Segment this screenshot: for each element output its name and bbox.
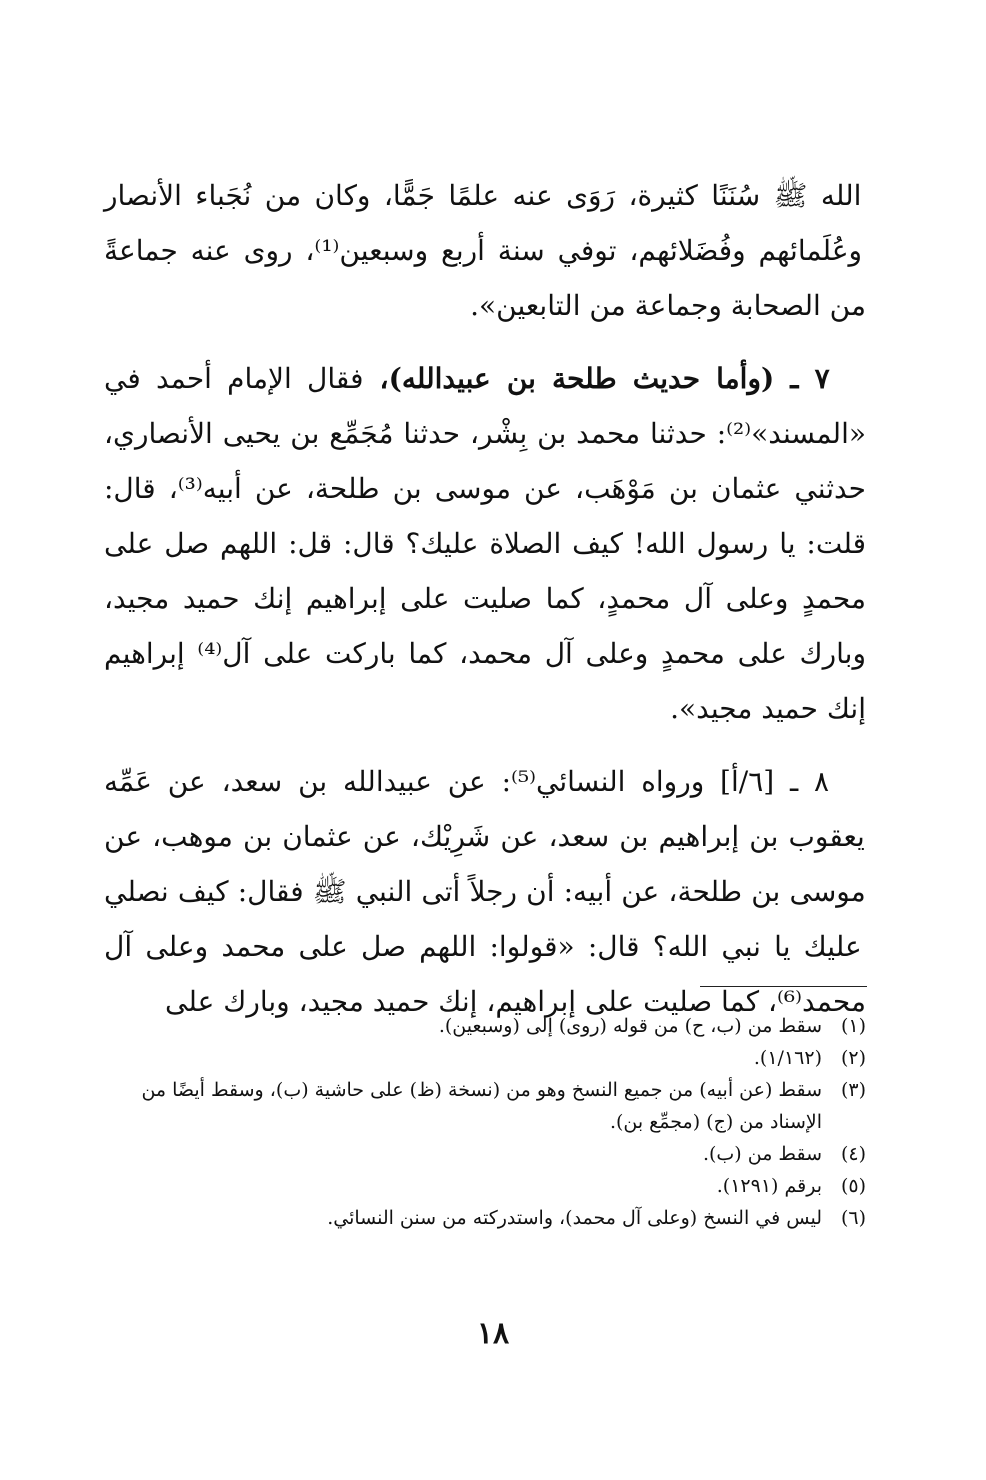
footnote-number: (٥) [840,1175,866,1197]
footnotes [104,1010,866,1234]
text-line: ٨ ـ [٦/أ] ورواه النسائي⁽⁵⁾: عن عبيدالله بن سعد، عن عَمِّه [104,765,830,798]
text-line: يعقوب بن إبراهيم بن سعد، عن شَرِيْك، عن عثمان بن موهب، عن [104,820,865,853]
footnote [104,1202,866,1234]
section-heading: ٧ ـ (وأما حديث طلحة بن عبيدالله)، [363,362,830,395]
footnote-number: (٤) [840,1143,866,1165]
text-line: إنك حميد مجيد، وبارك على محمدٍ وعلى آل محمد، كما باركت [104,582,866,670]
footnote [104,1042,866,1074]
footnote-number: (٣) [840,1079,866,1101]
text-line: عليك يا نبي الله؟ قال: «قولوا: اللهم صل على محمد وعلى آل [104,930,862,963]
page-number: ١٨ [476,1316,510,1351]
footnote [104,1010,866,1042]
footnote-text: سقط (عن أبيه) من جميع النسخ وهو من (نسخة (ظ) على حاشية (ب)، وسقط أيضًا من الإسناد من (ج) (مجمِّع بن). [141,1079,822,1133]
footnote-number: (٢) [840,1047,866,1069]
paragraph-2 [104,351,866,736]
footnote [104,1074,866,1138]
text-line: فقال الإمام أحمد في [104,362,364,395]
footnote-separator [700,986,867,987]
text-line: اللهم صل على محمدٍ وعلى آل محمدٍ، كما صليت على إبراهيم [104,527,866,615]
footnote-text: (١/١٦٢). [753,1047,822,1069]
text-line: «المسند»⁽²⁾: حدثنا محمد بن بِشْر، حدثنا مُجَمِّع بن يحيى [212,417,866,450]
footnote-text: سقط من (ب، ح) من قوله (روى) إلى (وسبعين). [438,1015,822,1037]
footnote-number: (٦) [840,1207,866,1229]
footnote-number: (١) [840,1015,866,1037]
paragraph-3 [104,754,866,1029]
text-line: وعُلَمائهم وفُضَلائهم، توفي سنة أربع وسبعين⁽¹⁾، روى عنه جماعةً [104,234,863,267]
footnote-text: سقط من (ب). [702,1143,822,1165]
text-line: موسى بن طلحة، عن أبيه: أن رجلاً أتى النبي ﷺ فقال: كيف نصلي [104,875,866,908]
body-text [104,168,866,1029]
footnote-text: برقم (١٢٩١). [716,1175,822,1197]
footnote-text: ليس في النسخ (وعلى آل محمد)، واستدركته من سنن النسائي. [327,1207,822,1229]
text-line: من الصحابة وجماعة من التابعين». [470,289,866,322]
text-line: الله ﷺ سُنَنًا كثيرة، رَوَى عنه علمًا جَمًّا، وكان من نُجَباء الأنصار [104,179,862,212]
footnote [104,1138,866,1170]
text-line: على آل⁽⁴⁾ إبراهيم إنك حميد مجيد». [104,637,866,725]
paragraph-1 [104,168,866,333]
text-line: الأنصاري، حدثني عثمان بن مَوْهَب، عن موسى بن طلحة، عن [104,417,866,505]
text-line: محمد⁽⁶⁾، كما صليت على إبراهيم، إنك حميد مجيد، وبارك على [165,985,866,1018]
text-line: أبيه⁽³⁾، قال: قلت: يا رسول الله! كيف الصلاة عليك؟ قال: قل: [104,472,866,560]
footnote [104,1170,866,1202]
